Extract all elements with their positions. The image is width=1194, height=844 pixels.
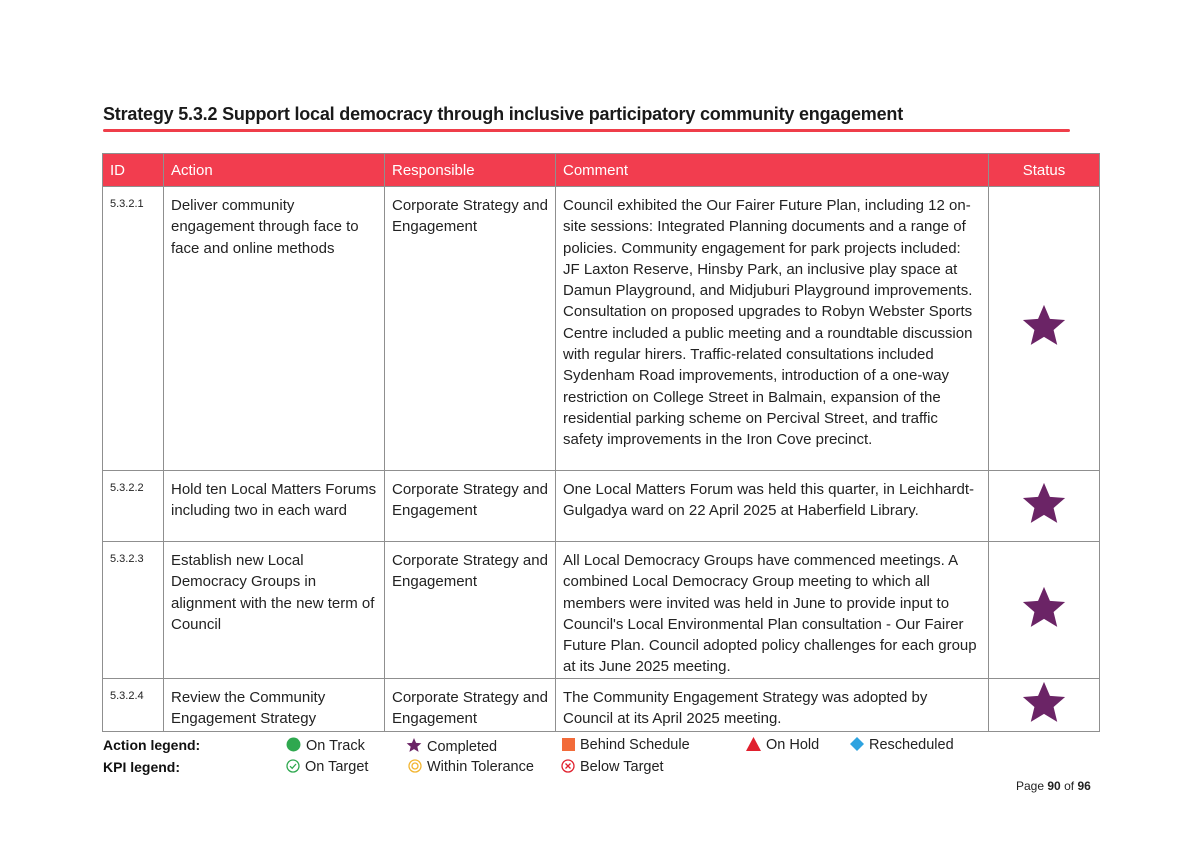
current-page: 90 [1047,779,1061,793]
legend-on-hold [746,737,819,755]
row-id: 5.3.2.2 [103,471,164,542]
row-action: Review the Community Engagement Strategy [164,678,385,731]
row-comment: All Local Democracy Groups have commenced meetings. A combined Local Democracy Group meeting to which all members were invited was held in June to provide input to Council's Local Environmental Plan consultation - Our Fairer Future Plan. Council adopted policy challenges for each group at its June 2025 meeting. [556,542,989,679]
legend-on-track [286,737,365,756]
page-number [1016,779,1091,793]
row-responsible: Corporate Strategy and Engagement [385,678,556,731]
row-action: Hold ten Local Matters Forums including two in each ward [164,471,385,542]
x-circle-icon [561,759,575,777]
table-row [103,187,1100,471]
legend-label: Completed [427,739,498,755]
row-action: Establish new Local Democracy Groups in alignment with the new term of Council [164,542,385,679]
legend-below-target [561,759,664,777]
table-row [103,678,1100,731]
table-row [103,542,1100,679]
green-circle-icon [286,737,301,756]
star-icon [1021,480,1067,526]
kpi-legend-label: KPI legend: [103,759,181,775]
column-header-status: Status [989,154,1100,187]
column-header-responsible: Responsible [385,154,556,187]
star-icon [406,737,422,757]
page-title: Strategy 5.3.2 Support local democracy through inclusive participatory community engagement [103,104,904,124]
legend-label: Behind Schedule [580,737,690,753]
row-responsible: Corporate Strategy and Engagement [385,542,556,679]
row-id: 5.3.2.3 [103,542,164,679]
row-comment: Council exhibited the Our Fairer Future Plan, including 12 on-site sessions: Integrated Planning documents and a range of policies. Community engagement for park projects included: JF Laxton Reserve, Hinsby Park, an inclusive play space at Damun Playground, and Midjuburi Playground improvements. Consultation on proposed upgrades to Robyn Webster Sports Centre included a public meeting and a roundtable discussion with regular hirers. Traffic-related consultations included Sydenham Road improvements, introduction of a one-way restriction on College Street in Balmain, expansion of the residential parking scheme on Percival Street, and traffic safety improvements in the Iron Cove precinct. [556,187,989,471]
legend-label: On Hold [766,737,820,753]
legend-within-tolerance [408,759,534,777]
star-icon [1021,302,1067,348]
legend-label: Below Target [580,759,664,775]
legend-label: Rescheduled [869,737,954,753]
row-status [989,542,1100,679]
row-id: 5.3.2.4 [103,678,164,731]
check-circle-icon [286,759,300,777]
legend-behind-schedule [562,737,690,755]
table-row [103,471,1100,542]
strategy-actions-table [102,153,1100,732]
red-triangle-icon [746,737,761,755]
blue-diamond-icon [850,737,864,755]
page-prefix: Page [1016,779,1045,793]
total-pages: 96 [1077,779,1091,793]
star-icon [1021,679,1067,725]
orange-square-icon [562,738,575,755]
row-comment: One Local Matters Forum was held this quarter, in Leichhardt-Gulgadya ward on 22 April 2025 at Haberfield Library. [556,471,989,542]
column-header-action: Action [164,154,385,187]
page-of: of [1064,779,1075,793]
row-status [989,471,1100,542]
target-circle-icon [408,759,422,777]
legend-label: Within Tolerance [427,759,534,775]
row-responsible: Corporate Strategy and Engagement [385,187,556,471]
column-header-comment: Comment [556,154,989,187]
legend-label: On Target [305,759,369,775]
row-responsible: Corporate Strategy and Engagement [385,471,556,542]
legend-rescheduled [850,737,954,755]
action-legend-label: Action legend: [103,737,201,753]
row-id: 5.3.2.1 [103,187,164,471]
row-status [989,187,1100,471]
title-underline [103,129,1070,132]
star-icon [1021,584,1067,630]
row-action: Deliver community engagement through face to face and online methods [164,187,385,471]
column-header-id: ID [103,154,164,187]
row-comment: The Community Engagement Strategy was adopted by Council at its April 2025 meeting. [556,678,989,731]
table-header-row [103,154,1100,187]
legend-on-target [286,759,368,777]
legend-completed [406,737,497,757]
row-status [989,678,1100,731]
legend-label: On Track [306,738,365,754]
